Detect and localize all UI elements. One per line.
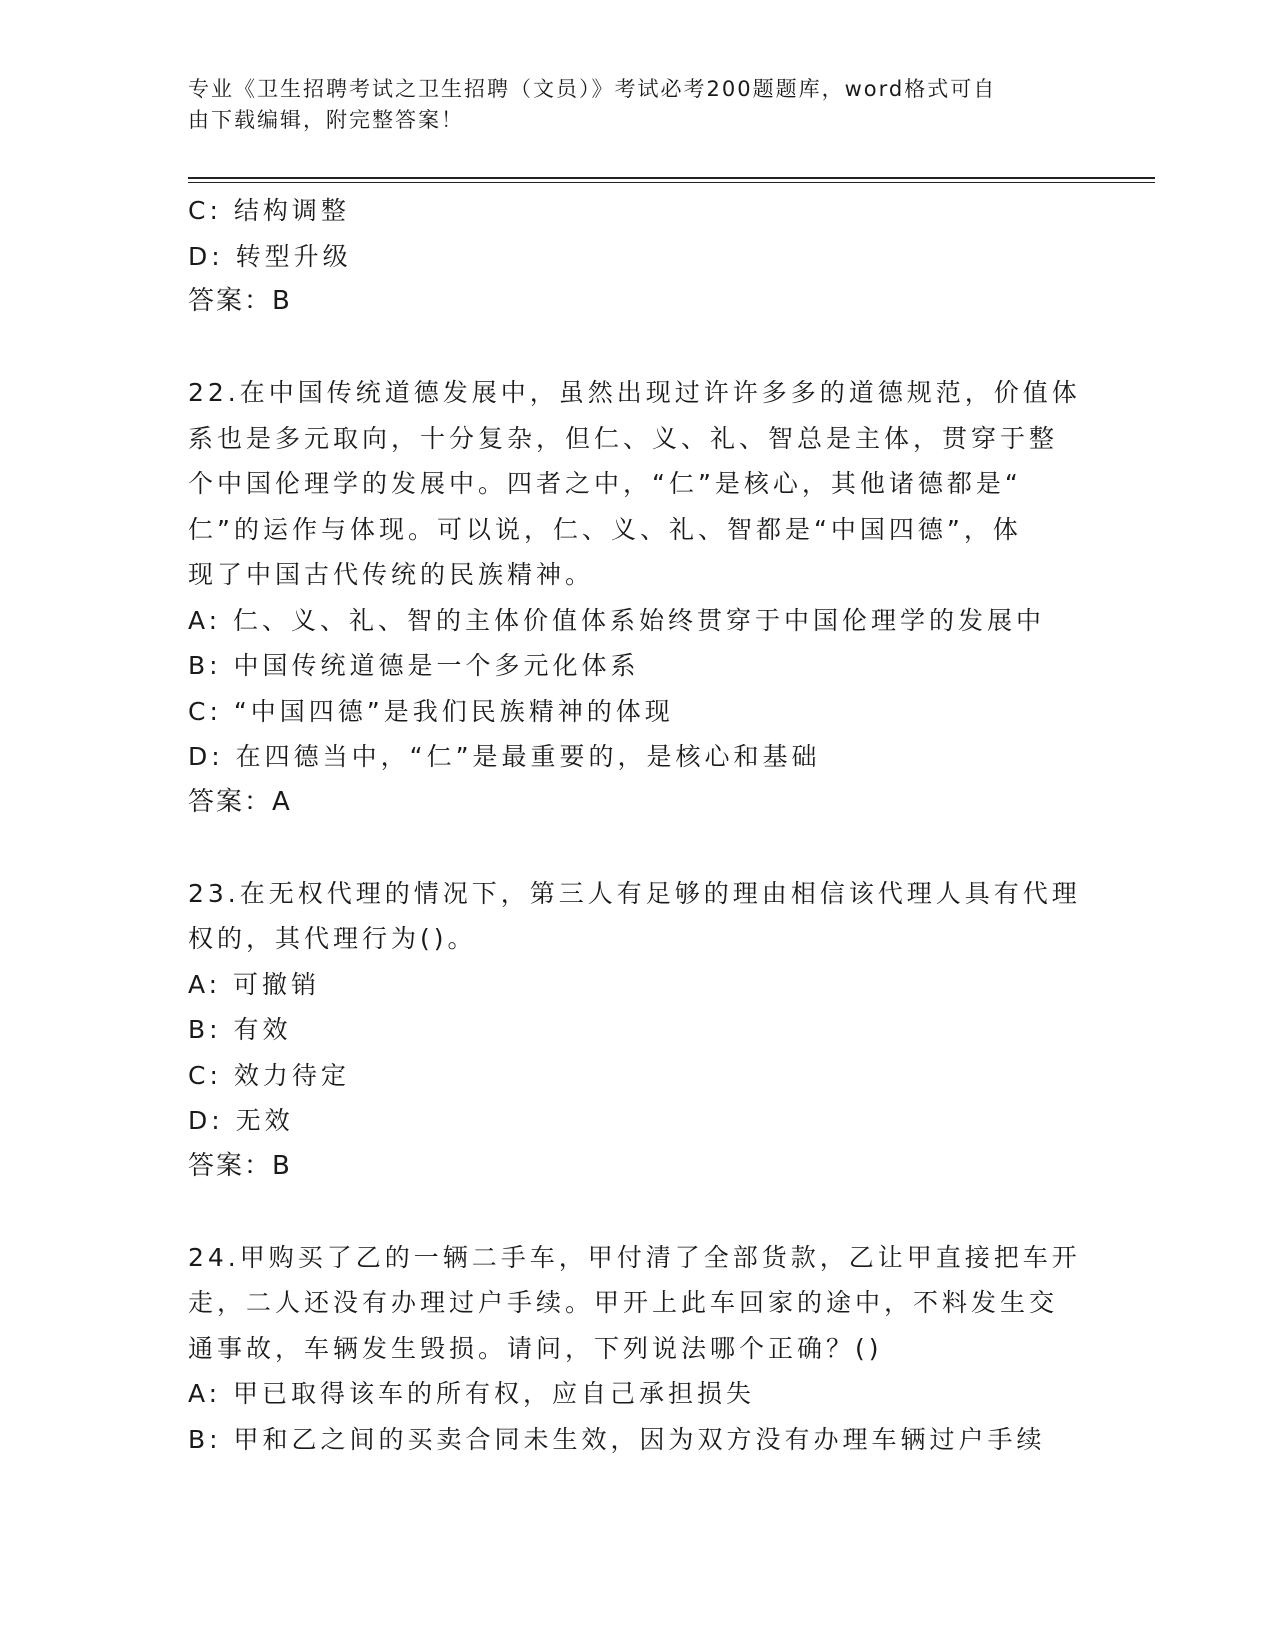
question-21-tail: [188, 188, 1088, 325]
answer: 答案：A: [188, 786, 292, 817]
option-c: C: 效力待定: [188, 1060, 350, 1090]
document-header: [188, 74, 1068, 136]
option-b: B: 有效: [188, 1015, 292, 1044]
answer: 答案：B: [188, 1150, 292, 1181]
question-23: [188, 871, 1088, 1190]
option-a: A: 可撤销: [188, 969, 321, 999]
header-divider-thick: [188, 177, 1155, 179]
option-d: D: 无效: [188, 1106, 294, 1135]
question-text-line: 走，二人还没有办理过户手续。甲开上此车回家的途中，不料发生交: [188, 1288, 1059, 1317]
option-b: B: 中国传统道德是一个多元化体系: [188, 651, 640, 680]
question-text-line: 仁”的运作与体现。可以说，仁、义、礼、智都是“中国四德”，体: [188, 514, 1022, 544]
question-24: [188, 1235, 1088, 1463]
option-d: D: 转型升级: [188, 241, 352, 271]
spacer: [188, 825, 1088, 871]
option-d: D: 在四德当中，“仁”是最重要的，是核心和基础: [188, 742, 821, 771]
question-text-line: 23.在无权代理的情况下，第三人有足够的理由相信该代理人具有代理: [188, 878, 1081, 908]
header-line-2: 由下载编辑，附完整答案！: [188, 108, 464, 132]
option-a: A: 甲已取得该车的所有权，应自己承担损失: [188, 1379, 756, 1408]
option-a: A: 仁、义、礼、智的主体价值体系始终贯穿于中国伦理学的发展中: [188, 605, 1046, 635]
question-text-line: 权的，其代理行为()。: [188, 924, 477, 953]
question-text-line: 个中国伦理学的发展中。四者之中，“仁”是核心，其他诸德都是“: [188, 469, 1022, 498]
answer: 答案：B: [188, 286, 292, 316]
header-line-1: 专业《卫生招聘考试之卫生招聘（文员）》考试必考200题题库，word格式可自: [188, 77, 997, 101]
spacer: [188, 325, 1088, 371]
option-c: C: “中国四德”是我们民族精神的体现: [188, 696, 674, 726]
question-text-line: 系也是多元取向，十分复杂，但仁、义、礼、智总是主体，贯穿于整: [188, 423, 1059, 453]
spacer: [188, 1189, 1088, 1235]
question-22: [188, 370, 1088, 825]
question-content: [188, 188, 1088, 1462]
option-c: C: 结构调整: [188, 196, 350, 225]
header-divider-thin: [188, 182, 1155, 183]
question-text-line: 24.甲购买了乙的一辆二手车，甲付清了全部货款，乙让甲直接把车开: [188, 1242, 1081, 1272]
question-text-line: 通事故，车辆发生毁损。请问，下列说法哪个正确？(): [188, 1333, 883, 1363]
option-b: B: 甲和乙之间的买卖合同未生效，因为双方没有办理车辆过户手续: [188, 1424, 1046, 1454]
question-text-line: 现了中国古代传统的民族精神。: [188, 560, 595, 589]
question-text-line: 22.在中国传统道德发展中，虽然出现过许许多多的道德规范，价值体: [188, 378, 1081, 407]
